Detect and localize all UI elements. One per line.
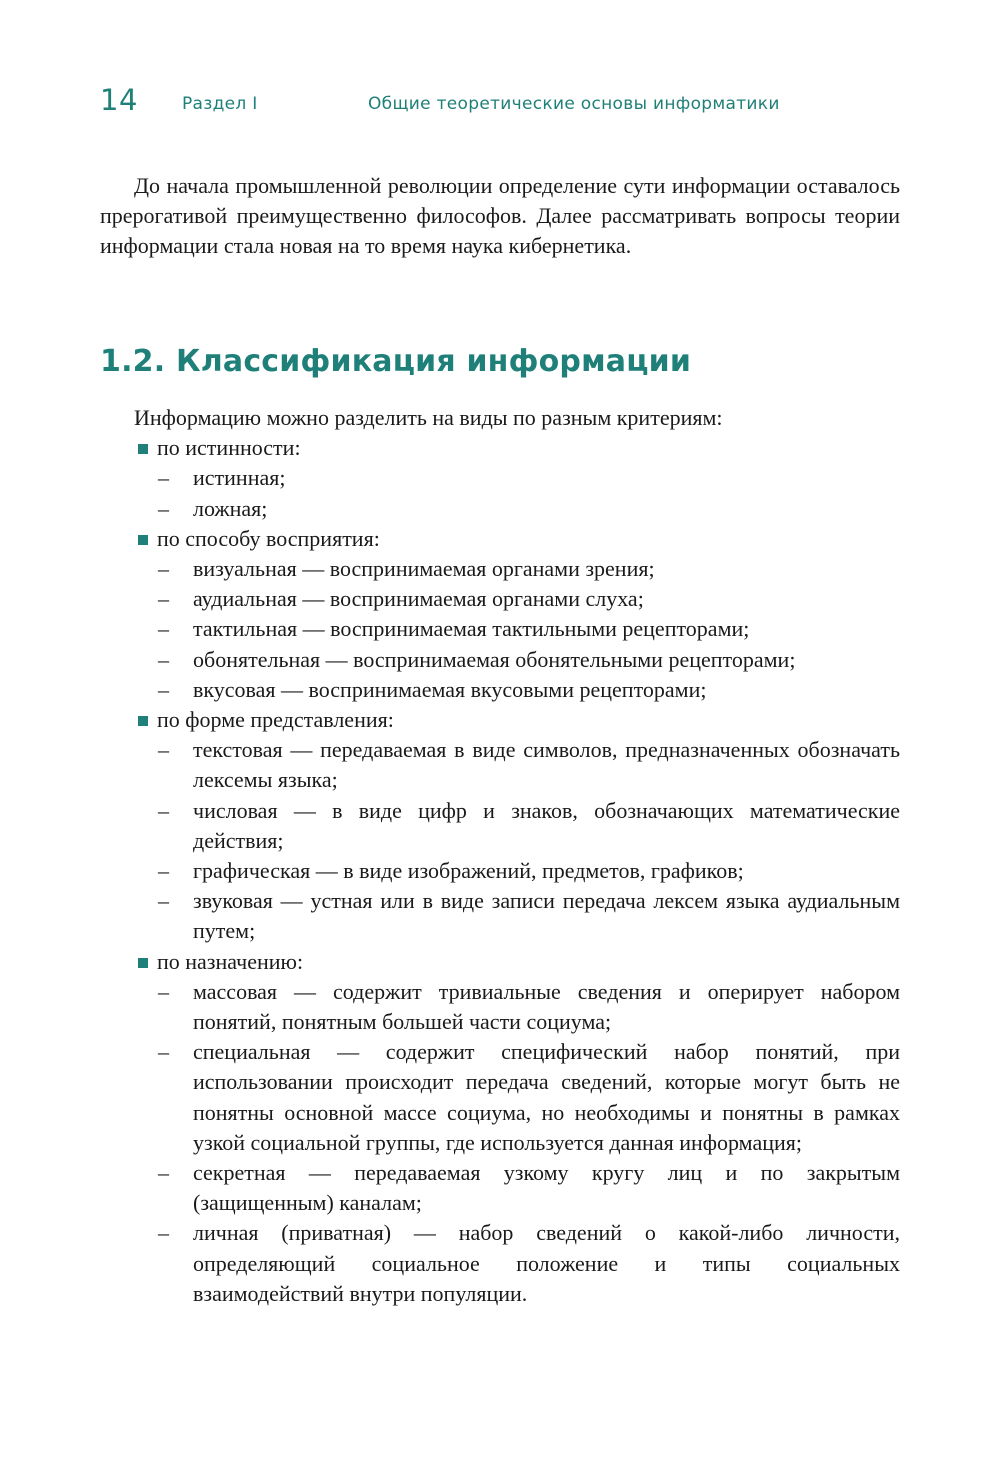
dash-marker: – — [158, 1220, 169, 1246]
list-item-text: числовая — в виде цифр и знаков, обозначающих математические действия; — [193, 797, 900, 853]
criterion-label: по форме представления: — [157, 707, 394, 733]
dash-marker: – — [158, 616, 169, 642]
criterion — [100, 705, 900, 735]
list-item — [100, 554, 900, 584]
page-number: 14 — [100, 83, 138, 117]
list-item-text: вкусовая — воспринимаемая вкусовыми рецепторами; — [193, 676, 707, 702]
section-heading: 1.2. Классификация информации — [100, 344, 692, 379]
criterion-label: по способу восприятия: — [157, 525, 380, 551]
dash-marker: – — [158, 646, 169, 672]
dash-marker: – — [158, 586, 169, 612]
dash-marker: – — [158, 495, 169, 521]
criterion-label: по назначению: — [157, 948, 304, 974]
dash-marker: – — [158, 978, 169, 1004]
dash-marker: – — [158, 1160, 169, 1186]
list-item — [100, 796, 900, 856]
criterion-items — [100, 463, 900, 523]
dash-marker: – — [158, 465, 169, 491]
chapter-title: Общие теоретические основы информатики — [368, 94, 780, 114]
list-item-text: графическая — в виде изображений, предметов, графиков; — [193, 858, 744, 884]
square-bullet-icon — [138, 535, 148, 545]
list-item — [100, 1037, 900, 1158]
dash-marker: – — [158, 797, 169, 823]
list-item-text: визуальная — воспринимаемая органами зрения; — [193, 556, 655, 582]
list-item — [100, 977, 900, 1037]
dash-marker: – — [158, 737, 169, 763]
list-item-text: ложная; — [193, 495, 268, 521]
dash-marker: – — [158, 888, 169, 914]
list-item-text: личная (приватная) — набор сведений о какой-либо личности, определяющий социальное положение и типы социальных взаимодействий внутри популяции. — [193, 1220, 900, 1306]
dash-marker: – — [158, 858, 169, 884]
classification-list — [100, 403, 900, 1309]
dash-marker: – — [158, 676, 169, 702]
list-item — [100, 614, 900, 644]
criterion-items — [100, 977, 900, 1309]
criterion — [100, 524, 900, 554]
criterion-items — [100, 735, 900, 946]
list-item-text: истинная; — [193, 465, 286, 491]
square-bullet-icon — [138, 716, 148, 726]
list-item — [100, 856, 900, 886]
intro-paragraph: До начала промышленной революции определение сути информации оставалось прерогативой преимущественно философов. Далее рассматривать вопросы теории информации стала новая на то время наука кибернетика. — [100, 173, 900, 259]
list-item — [100, 735, 900, 795]
criterion — [100, 433, 900, 463]
list-item — [100, 645, 900, 675]
list-item — [100, 1218, 900, 1309]
square-bullet-icon — [138, 958, 148, 968]
criterion-label: по истинности: — [157, 435, 301, 461]
dash-marker: – — [158, 1039, 169, 1065]
list-item-text: тактильная — воспринимаемая тактильными рецепторами; — [193, 616, 750, 642]
list-item — [100, 584, 900, 614]
list-item — [100, 886, 900, 946]
list-item — [100, 463, 900, 493]
list-item-text: аудиальная — воспринимаемая органами слуха; — [193, 586, 644, 612]
list-item — [100, 675, 900, 705]
section-label: Раздел I — [182, 94, 258, 114]
square-bullet-icon — [138, 444, 148, 454]
list-item-text: обонятельная — воспринимаемая обонятельными рецепторами; — [193, 646, 796, 672]
list-item-text: текстовая — передаваемая в виде символов, предназначенных обозначать лексемы языка; — [193, 737, 900, 793]
list-item — [100, 1158, 900, 1218]
lead-paragraph: Информацию можно разделить на виды по разным критериям: — [134, 405, 723, 430]
dash-marker: – — [158, 556, 169, 582]
list-item-text: звуковая — устная или в виде записи передача лексем языка аудиальным путем; — [193, 888, 900, 944]
criterion-items — [100, 554, 900, 705]
list-item-text: секретная — передаваемая узкому кругу лиц и по закрытым (защищенным) каналам; — [193, 1160, 900, 1216]
list-item-text: специальная — содержит специфический набор понятий, при использовании происходит передача сведений, которые могут быть не понятны основной массе социума, но необходимы и понятны в рамках узкой социальной группы, где используется данная информация; — [193, 1039, 900, 1155]
list-item-text: массовая — содержит тривиальные сведения и оперирует набором понятий, понятным большей части социума; — [193, 978, 900, 1035]
list-item — [100, 494, 900, 524]
criterion — [100, 947, 900, 977]
running-head — [100, 84, 900, 124]
